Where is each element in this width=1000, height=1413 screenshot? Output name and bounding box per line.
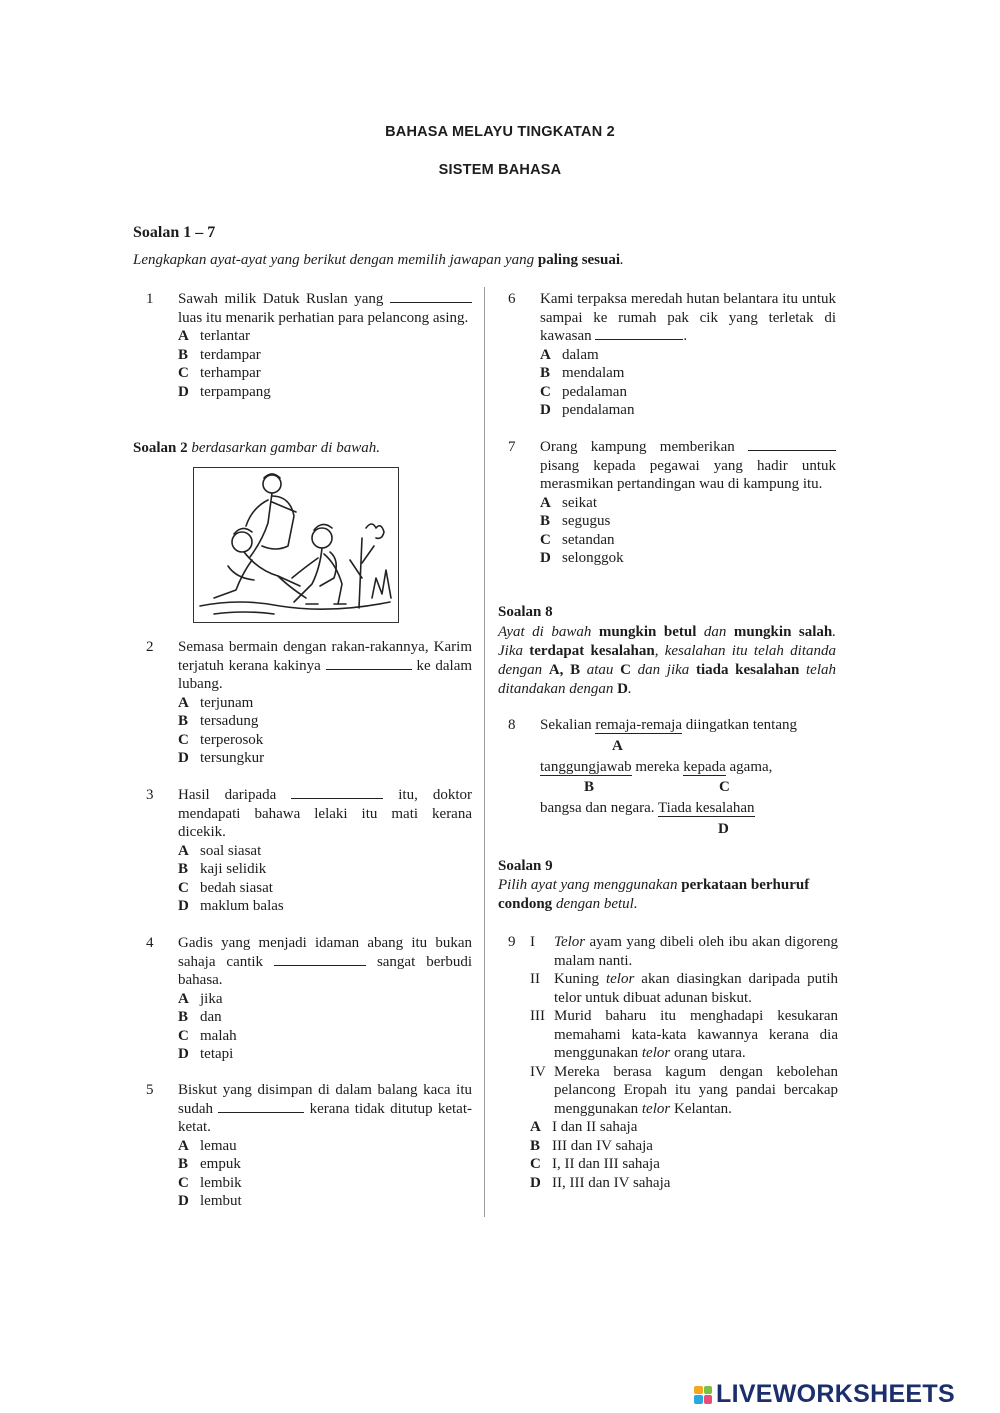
option-text: jika	[200, 990, 223, 1007]
option-letter: D	[178, 1046, 189, 1062]
option-b[interactable]	[178, 1008, 472, 1027]
option-text: pedalaman	[562, 383, 627, 400]
option-a[interactable]	[178, 327, 472, 346]
option-text: tetapi	[200, 1046, 234, 1062]
option-letter: B	[530, 1137, 541, 1154]
answer-blank[interactable]	[218, 1100, 304, 1113]
option-letter: A	[178, 842, 189, 859]
option-d[interactable]	[178, 383, 472, 402]
option-letter: C	[540, 531, 551, 548]
option-text: maklum balas	[200, 898, 284, 914]
question-4: 4 Gadis yang menjadi idaman abang itu bukan sahaja cantik sangat berbudi bahasa. A jika B dan C malah D tetapi	[146, 935, 473, 1062]
mark-b: B	[584, 779, 595, 795]
mark-a: A	[612, 738, 623, 754]
option-c[interactable]	[540, 531, 836, 550]
option-d[interactable]	[178, 1192, 472, 1211]
section-instruction-1-7: Lengkapkan ayat-ayat yang berikut dengan memilih jawapan yang paling sesuai.	[133, 252, 624, 268]
mark-c: C	[719, 779, 730, 795]
question-picture	[193, 467, 399, 623]
option-text: terhampar	[200, 365, 261, 381]
option-a[interactable]	[178, 990, 472, 1009]
option-a[interactable]	[178, 842, 472, 861]
option-c[interactable]	[178, 879, 472, 898]
brand-name: LIVEWORKSHEETS	[716, 1380, 955, 1408]
question-3: 3 Hasil daripada itu, doktor mendapati bahawa lelaki itu mati kerana dicekik. A soal siasat B kaji selidik C bedah siasat D maklum balas	[146, 787, 472, 914]
option-letter: C	[530, 1156, 541, 1172]
page-subtitle: SISTEM BAHASA	[438, 162, 562, 178]
question-8-line-3: bangsa dan negara. Tiada kesalahan	[540, 800, 755, 816]
option-text: dalam	[562, 346, 599, 363]
option-text: malah	[200, 1027, 237, 1044]
option-text: III dan IV sahaja	[552, 1137, 653, 1154]
question-2: 2 Semasa bermain dengan rakan-rakannya, Karim terjatuh kerana kakinya ke dalam lubang. A terjunam B tersadung C terperosok D tersungkur	[146, 639, 473, 766]
option-letter: C	[540, 383, 551, 400]
option-letter: D	[530, 1174, 541, 1191]
option-letter: B	[178, 346, 189, 363]
roman-numeral: III	[530, 1008, 545, 1024]
option-letter: C	[178, 1027, 189, 1044]
answer-blank[interactable]	[390, 290, 472, 303]
option-d[interactable]	[540, 401, 836, 420]
question-7: 7 Orang kampung memberikan pisang kepada pegawai yang hadir untuk merasmikan pertandingan wau di kampung itu. A seikat B segugus C setandan D selonggok	[508, 439, 836, 566]
option-letter: D	[178, 750, 189, 766]
option-a[interactable]	[530, 1118, 838, 1137]
underlined-b: tanggungjawab	[540, 759, 632, 775]
option-text: selonggok	[562, 550, 624, 566]
option-text: tersadung	[200, 713, 259, 729]
option-letter: D	[178, 1193, 189, 1209]
option-text: terjunam	[200, 694, 254, 711]
option-letter: A	[178, 1137, 189, 1154]
option-c[interactable]	[178, 364, 472, 383]
option-text: tersungkur	[200, 750, 265, 766]
option-letter: A	[178, 694, 189, 711]
option-c[interactable]	[178, 1174, 472, 1193]
option-letter: A	[178, 328, 189, 344]
option-d[interactable]	[530, 1174, 838, 1193]
question-8: 8 Sekalian remaja-remaja diingatkan tentang	[508, 717, 797, 733]
underlined-d: Tiada kesalahan	[658, 800, 755, 816]
answer-blank[interactable]	[274, 953, 366, 966]
section-title-8: Soalan 8	[498, 604, 553, 620]
statement-ii: II Kuning telor akan diasingkan daripada putih telor untuk dibuat adunan biskut.	[530, 971, 839, 1006]
option-text: segugus	[562, 513, 611, 529]
option-letter: A	[540, 494, 551, 511]
option-text: empuk	[200, 1156, 241, 1172]
option-letter: B	[540, 365, 551, 381]
option-letter: D	[178, 383, 189, 400]
roman-numeral: IV	[530, 1063, 546, 1080]
liveworksheets-logo[interactable]	[694, 1380, 955, 1409]
option-letter: B	[178, 1156, 189, 1172]
option-text: II, III dan IV sahaja	[552, 1174, 671, 1191]
option-letter: B	[178, 1009, 189, 1025]
option-b[interactable]	[540, 364, 836, 383]
underlined-c: kepada	[683, 759, 726, 775]
option-a[interactable]	[540, 494, 836, 513]
section-instruction-8: Ayat di bawah mungkin betul dan mungkin salah. Jika terdapat kesalahan, kesalahan itu telah ditanda dengan A, B atau C dan jika tiada kesalahan telah ditandakan dengan D.	[498, 624, 836, 697]
statement-iv: IV Mereka berasa kagum dengan kebolehan pelancong Eropah itu yang pandai bercakap menggunakan telor Kelantan.	[530, 1063, 838, 1117]
option-letter: A	[530, 1119, 541, 1135]
column-divider	[484, 287, 485, 1217]
option-letter: C	[178, 731, 189, 748]
section-title-1-7: Soalan 1 – 7	[133, 224, 216, 241]
option-d[interactable]	[178, 1045, 472, 1064]
option-text: terpampang	[200, 383, 271, 400]
section-instruction-9: Pilih ayat yang menggunakan perkataan berhuruf condong dengan betul.	[498, 877, 810, 912]
question-6: 6 Kami terpaksa meredah hutan belantara itu untuk sampai ke rumah pak cik yang terletak di kawasan . A dalam B mendalam C pedalaman D pendalaman	[508, 291, 836, 418]
statement-i: I Telor ayam yang dibeli oleh ibu akan digoreng malam nanti.	[530, 934, 838, 969]
option-text: terlantar	[200, 328, 250, 344]
section-title-2: Soalan 2 berdasarkan gambar di bawah.	[133, 440, 380, 456]
option-b[interactable]	[178, 346, 472, 365]
answer-blank[interactable]	[326, 657, 412, 670]
option-letter: B	[178, 861, 189, 877]
question-8-line-2: tanggungjawab mereka kepada agama,	[540, 759, 773, 775]
option-text: I dan II sahaja	[552, 1119, 638, 1135]
option-d[interactable]	[178, 897, 472, 916]
option-a[interactable]	[540, 346, 836, 365]
option-text: lembik	[200, 1174, 242, 1191]
roman-numeral: I	[530, 934, 535, 950]
logo-tiles-icon	[694, 1386, 712, 1404]
option-letter: B	[540, 513, 551, 529]
option-text: soal siasat	[200, 842, 262, 859]
option-c[interactable]	[178, 731, 472, 750]
question-1: 1 Sawah milik Datuk Ruslan yang luas itu menarik perhatian para pelancong asing. A terlantar B terdampar C terhampar D terpampang	[146, 290, 472, 401]
option-b[interactable]	[540, 512, 836, 531]
option-letter: D	[540, 550, 551, 566]
option-b[interactable]	[178, 860, 472, 879]
option-text: mendalam	[562, 365, 625, 381]
option-text: seikat	[562, 494, 597, 511]
option-letter: C	[178, 365, 189, 381]
option-letter: B	[178, 713, 189, 729]
option-letter: D	[540, 402, 551, 418]
option-a[interactable]	[178, 1137, 472, 1156]
section-title-9: Soalan 9	[498, 858, 553, 874]
option-letter: A	[178, 990, 189, 1007]
option-letter: D	[178, 898, 189, 914]
option-text: setandan	[562, 531, 615, 548]
children-playing-illustration	[194, 468, 398, 622]
option-b[interactable]	[178, 712, 472, 731]
option-letter: C	[178, 879, 189, 896]
option-text: I, II dan III sahaja	[552, 1156, 660, 1172]
answer-blank[interactable]	[291, 786, 383, 799]
option-c[interactable]	[178, 1027, 472, 1046]
roman-numeral: II	[530, 971, 540, 987]
page-title: BAHASA MELAYU TINGKATAN 2	[385, 124, 615, 140]
option-letter: C	[178, 1174, 189, 1191]
option-c[interactable]	[530, 1155, 838, 1174]
option-b[interactable]	[178, 1155, 472, 1174]
option-text: bedah siasat	[200, 879, 273, 896]
option-text: lembut	[200, 1193, 242, 1209]
option-d[interactable]	[540, 549, 836, 568]
answer-blank[interactable]	[748, 438, 836, 451]
option-text: kaji selidik	[200, 861, 267, 877]
option-d[interactable]	[178, 749, 472, 768]
option-text: dan	[200, 1009, 222, 1025]
option-letter: A	[540, 346, 551, 363]
option-text: terdampar	[200, 346, 261, 363]
option-text: lemau	[200, 1137, 237, 1154]
option-c[interactable]	[540, 383, 836, 402]
statement-iii: III Murid baharu itu menghadapi kesukaran memahami kata-kata kawannya kerana dia menggunakan telor orang utara.	[530, 1008, 838, 1061]
option-text: terperosok	[200, 731, 264, 748]
question-5: 5 Biskut yang disimpan di dalam balang kaca itu sudah kerana tidak ditutup ketat-ketat. A lemau B empuk C lembik D lembut	[146, 1082, 473, 1209]
underlined-a: remaja-remaja	[595, 717, 683, 733]
option-text: pendalaman	[562, 402, 635, 418]
mark-d: D	[718, 821, 729, 837]
answer-blank[interactable]	[595, 327, 683, 340]
question-9: 9 I Telor ayam yang dibeli oleh ibu akan digoreng malam nanti. II Kuning telor akan diasingkan daripada putih telor untuk dibuat adunan biskut. III Murid baharu itu menghadapi kesukaran memahami kata-kata kawannya kerana dia menggunakan telor orang utara. IV Mereka berasa kagum dengan kebolehan pelancong Eropah itu yang pandai bercakap menggunakan telor Kelantan. A I dan II sahaja B III dan IV sahaja C I, II dan III sahaja D II, III dan IV sahaja	[508, 934, 839, 1191]
option-b[interactable]	[530, 1137, 838, 1156]
option-a[interactable]	[178, 694, 472, 713]
